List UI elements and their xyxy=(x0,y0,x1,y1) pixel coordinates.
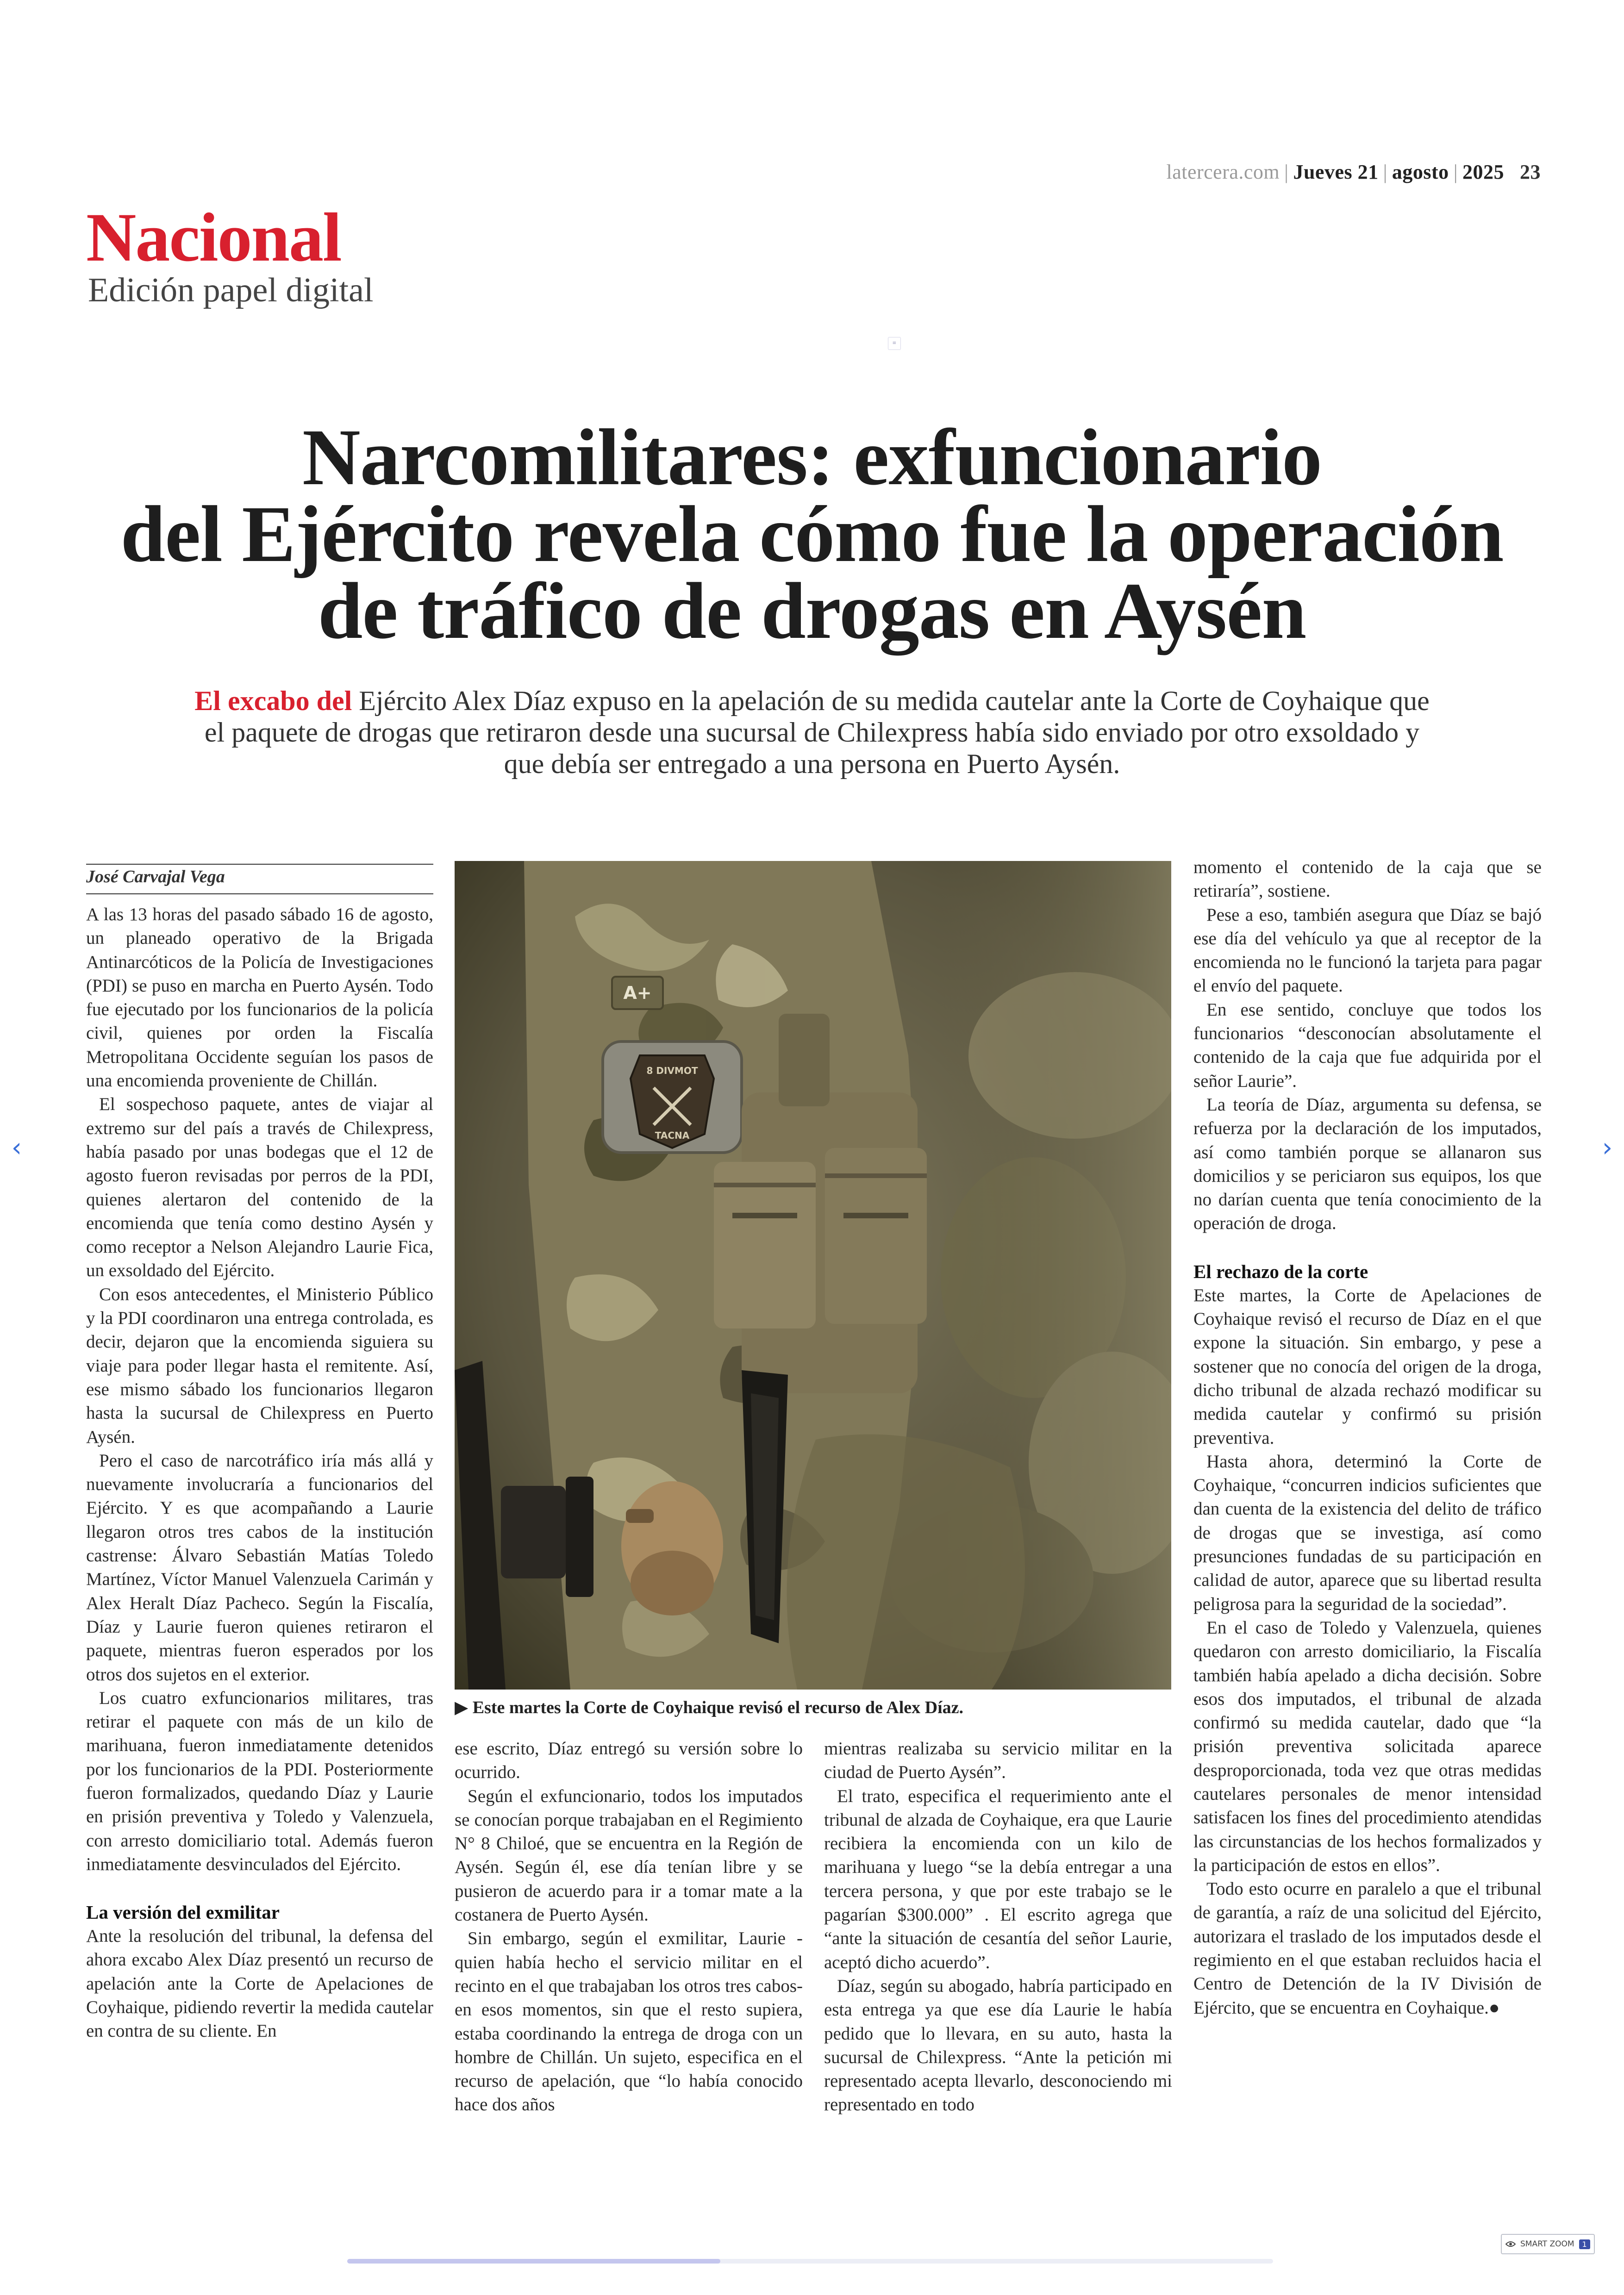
paragraph: A las 13 horas del pasado sábado 16 de agosto, un planeado operativo de la Brigada Antinarcóticos de la Policía de Investigaciones (PDI) se puso en marcha en Puerto Aysén. Todo fue ejecutado por los funcionarios de la policía civil, quienes por orden la Fiscalía Metropolitana Occidente seguían los pasos de una encomienda proveniente de Chillán. xyxy=(86,904,433,1091)
deck-text: Ejército Alex Díaz expuso en la apelación de su medida cautelar ante la Corte de Coyhaique que el paquete de drogas que retiraron desde una sucursal de Chilexpress había sido enviado por otro exsoldado y que debía ser entregado a una persona en Puerto Aysén. xyxy=(204,686,1430,779)
unit-patch-text: 8 DIVMOT xyxy=(646,1065,698,1076)
subheading: El rechazo de la corte xyxy=(1193,1260,1368,1282)
headline-line: Narcomilitares: exfuncionario xyxy=(302,412,1322,502)
paragraph: ese escrito, Díaz entregó su versión sobre lo ocurrido. xyxy=(455,1739,803,1783)
article-column-1 xyxy=(86,903,433,2043)
dateline-month: agosto xyxy=(1392,161,1449,183)
blood-type-patch: A+ xyxy=(623,983,652,1003)
page-number: 23 xyxy=(1520,161,1541,183)
page-scrollbar-thumb[interactable] xyxy=(347,2259,720,2264)
deck-kicker: El excabo del xyxy=(194,686,352,716)
paragraph: En el caso de Toledo y Valenzuela, quienes quedaron con arresto domiciliario, la Fiscalía también había apelado a dicha decisión. Sobre esos dos imputados, el tribunal de alzada confirmó su medida cautelar, dado que “la prisión preventiva solicitada aparece desproporcionada, toda vez que otras medidas cautelares personales de menor intensidad satisfacen los fines del procedimiento atendidas las circunstancias de los hechos formalizados y la participación de estos en ellos”. xyxy=(1193,1617,1542,1875)
dateline xyxy=(1166,160,1541,184)
section-title: Nacional xyxy=(86,199,341,276)
photo-caption: ▶ Este martes la Corte de Coyhaique revisó el recurso de Alex Díaz. xyxy=(455,1698,964,1717)
headline-line: de tráfico de drogas en Aysén xyxy=(318,566,1306,655)
paragraph: Según el exfuncionario, todos los imputados se conocían porque trabajaban en el Regimiento N° 8 Chiloé, que se encuentra en la Región de Aysén. Según él, ese día tenían libre y se pusieron de acuerdo para ir a tomar mate a la costanera de Puerto Aysén. xyxy=(455,1786,803,1925)
smart-zoom-page-number: 1 xyxy=(1579,2239,1590,2249)
page-menu-icon[interactable]: ≡ xyxy=(888,337,901,350)
dateline-day: Jueves 21 xyxy=(1293,161,1379,183)
unit-patch-text: TACNA xyxy=(655,1130,690,1141)
paragraph xyxy=(1193,1877,1542,2020)
dateline-separator: | xyxy=(1383,161,1387,183)
deck xyxy=(194,685,1430,780)
paragraph: Con esos antecedentes, el Ministerio Público y la PDI coordinaron una entrega controlada, es decir, dejaron que la encomienda siguiera su viaje para poder llegar hasta el remitente. Así, ese mismo sábado los funcionarios llegaron hasta la sucursal de Chilexpress en Puerto Aysén. xyxy=(86,1284,433,1447)
previous-page-arrow-icon[interactable]: ‹ xyxy=(11,1133,22,1163)
edition-label: Edición papel digital xyxy=(88,271,374,309)
paragraph: Pese a eso, también asegura que Díaz se bajó ese día del vehículo ya que al receptor de la encomienda no le funcionó la tarjeta para pagar el envío del paquete. xyxy=(1193,904,1542,996)
paragraph: mientras realizaba su servicio militar en la ciudad de Puerto Aysén”. xyxy=(824,1739,1172,1783)
paragraph: El sospechoso paquete, antes de viajar al extremo sur del país a través de Chilexpress, había pasado por unas bodegas que el 12 de agosto fueron revisadas por perros de la PDI, quienes alertaron del contenido de la encomienda que tenía como destino Aysén y como receptor a Nelson Alejandro Laurie Fica, un exsoldado del Ejército. xyxy=(86,1094,433,1281)
smart-zoom-label: SMART ZOOM xyxy=(1520,2239,1574,2249)
soldier-photo xyxy=(455,861,1171,1690)
article-column-2 xyxy=(455,1737,803,2117)
paragraph: Este martes, la Corte de Apelaciones de Coyhaique revisó el recurso de Díaz en el que expone la situación. Sin embargo, y pese a sostener que no conocía del origen de la droga, dicho tribunal de alzada rechazó modificar su medida cautelar y confirmó su prisión preventiva. xyxy=(1193,1285,1542,1448)
paragraph: Los cuatro exfuncionarios militares, tras retirar el paquete con más de un kilo de marihuana, fueron inmediatamente detenidos por los funcionarios de la PDI. Posteriormente fueron formalizados, quedando Díaz y Laurie en prisión preventiva y Toledo y Valenzuela, con arresto domiciliario total. Además fueron inmediatamente desvinculados del Ejército. xyxy=(86,1688,433,1874)
next-page-arrow-icon[interactable]: › xyxy=(1602,1133,1613,1163)
paragraph: Hasta ahora, determinó la Corte de Coyhaique, “concurren indicios suficientes que dan cuenta de la existencia del delito de tráfico de drogas que se investiga, así como presunciones fundadas de su participación en calidad de autor, aparece que su libertad resulta peligrosa para la seguridad de la sociedad”. xyxy=(1193,1451,1542,1614)
dateline-separator: | xyxy=(1453,161,1458,183)
byline-rule xyxy=(86,864,433,865)
article-photo xyxy=(455,861,1171,1690)
article-column-4 xyxy=(1193,855,1542,2020)
paragraph: Sin embargo, según el exmilitar, Laurie -quien había hecho el servicio militar en el recinto en el que trabajaban los otros tres cabos- en esos momentos, sin que el resto supiera, estaba coordinando la entrega de droga con un hombre de Chillán. Un sujeto, especifica en el recurso de apelación, que “lo había conocido hace dos años xyxy=(455,1928,803,2115)
article-column-3 xyxy=(824,1737,1172,2117)
headline-line: del Ejército revela cómo fue la operación xyxy=(120,489,1504,579)
smart-zoom-button[interactable] xyxy=(1501,2234,1595,2254)
byline: José Carvajal Vega xyxy=(86,867,225,886)
end-mark-icon: ● xyxy=(1488,1997,1500,2018)
byline-rule xyxy=(86,893,433,894)
eye-icon xyxy=(1505,2241,1516,2247)
paragraph: Ante la resolución del tribunal, la defensa del ahora excabo Alex Díaz presentó un recurso de apelación ante la Corte de Apelaciones de Coyhaique, pidiendo revertir la medida cautelar en contra de su cliente. En xyxy=(86,1926,433,2041)
paragraph: momento el contenido de la caja que se retiraría”, sostiene. xyxy=(1193,857,1542,901)
paragraph-text: Todo esto ocurre en paralelo a que el tribunal de garantía, a raíz de una solicitud del Ejército, autorizara el traslado de los imputados desde el regimiento en el que estaban recluidos hacia el Centro de Detención de la IV División de Ejército, que se encuentra en Coyhaique. xyxy=(1193,1879,1542,2018)
paragraph: Pero el caso de narcotráfico iría más allá y nuevamente involucraría a funcionarios del Ejército. Y es que acompañando a Laurie llegaron otros tres cabos de la institución castrense: Álvaro Sebastián Matías Toledo Martínez, Víctor Manuel Valenzuela Carimán y Alex Heralt Díaz Pacheco. Según la Fiscalía, Díaz y Laurie fueron quienes retiraron el paquete, mientras fueron esperados por los otros dos sujetos en el exterior. xyxy=(86,1450,433,1684)
paragraph: La teoría de Díaz, argumenta su defensa, se refuerza por la declaración de los imputados, así como también porque se allanaron sus domicilios y se periciaron sus equipos, los que no darían cuenta que tenía conocimiento de la operación de droga. xyxy=(1193,1094,1542,1234)
paragraph: El trato, especifica el requerimiento ante el tribunal de alzada de Coyhaique, era que Laurie recibiera la encomienda con un kilo de marihuana y luego “se la debía entregar a una tercera persona, y que por este trabajo se le pagarían $300.000” . El escrito agrega que “ante la situación de cesantía del señor Laurie, aceptó dicho acuerdo”. xyxy=(824,1786,1172,1972)
subheading: La versión del exmilitar xyxy=(86,1902,280,1923)
paragraph: En ese sentido, concluye que todos los funcionarios “desconocían absolutamente el contenido de la caja que fue adquirida por el señor Laurie”. xyxy=(1193,999,1542,1091)
site-name: latercera.com xyxy=(1166,161,1280,183)
dateline-separator: | xyxy=(1284,161,1289,183)
headline xyxy=(83,412,1541,655)
dateline-year: 2025 xyxy=(1462,161,1504,183)
paragraph: Díaz, según su abogado, habría participado en esta entrega ya que ese día Laurie le había pedido que lo llevara, en su auto, hasta la sucursal de Chilexpress. “Ante la petición mi representado acepta llevarlo, desconociendo mi representado en todo xyxy=(824,1976,1172,2115)
